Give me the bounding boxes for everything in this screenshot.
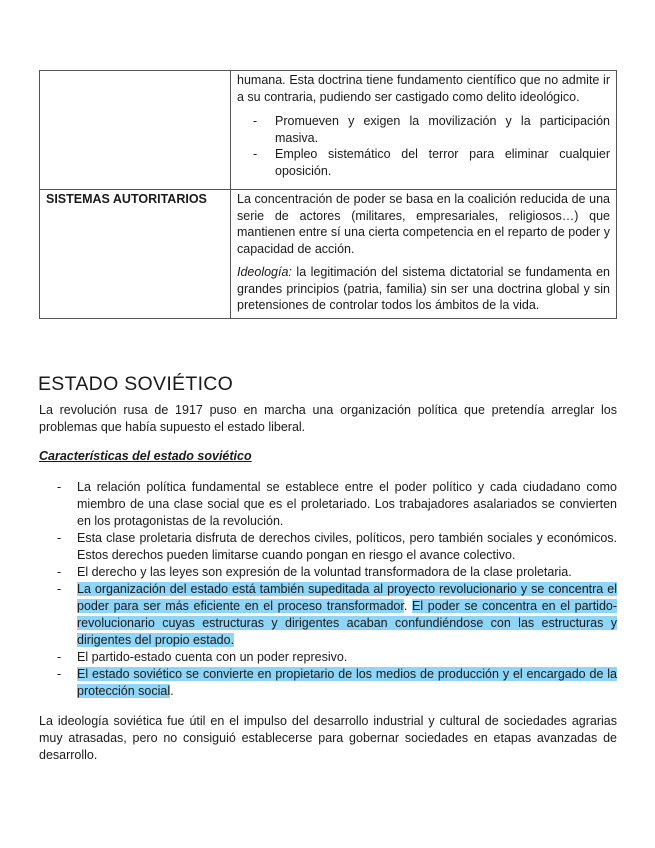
row-description-cell <box>231 190 617 319</box>
highlighted-text: El estado soviético se convierte en propietario de los medios de producción y el encargado de la protección social <box>77 667 617 698</box>
row-description-cell <box>231 71 617 190</box>
list-item: - Promueven y exigen la movilización y la participación masiva. <box>253 113 610 146</box>
row-label-cell <box>40 71 231 190</box>
list-item <box>39 530 617 564</box>
highlighted-text: La organización del estado está también supeditada al proyecto revolucionario y se concentra el poder para ser más eficiente en el proceso transformador <box>77 582 617 613</box>
item-text: Esta clase proletaria disfruta de derechos civiles, políticos, pero también sociales y económicos. Estos derechos pueden limitarse cuando pongan en riesgo el avance colectivo. <box>77 531 617 562</box>
row-label-cell <box>40 190 231 319</box>
ideology-label: Ideología: <box>237 265 292 279</box>
item-text: . <box>403 599 412 613</box>
item-text: El derecho y las leyes son expresión de la voluntad transformadora de la clase proletaria. <box>77 565 572 579</box>
political-systems-table <box>39 70 617 319</box>
table-row <box>40 190 617 319</box>
row-label: SISTEMAS AUTORITARIOS <box>46 192 207 206</box>
item-text: La relación política fundamental se establece entre el poder político y cada ciudadano como miembro de una clase social que es el proletariado. Los trabajadores asalariados se convierten en los protagonistas de la revolución. <box>77 480 617 528</box>
row-text: humana. Esta doctrina tiene fundamento científico que no admite ir a su contraria, pudiendo ser castigado como delito ideológico. <box>237 73 610 104</box>
dash-list <box>237 113 610 179</box>
list-item <box>39 581 617 649</box>
row-text: La concentración de poder se basa en la coalición reducida de una serie de actores (militares, empresariales, religiosos…) que mantienen entre sí una cierta competencia en el reparto de poder y capacidad de acción. <box>237 192 610 256</box>
item-text: . <box>170 684 174 698</box>
characteristics-list <box>39 479 617 700</box>
table-row <box>40 71 617 190</box>
list-item <box>39 649 617 666</box>
ideology-text: la legitimación del sistema dictatorial se fundamenta en grandes principios (patria, familia) sin ser una doctrina global y sin pretensiones de controlar todos los ámbitos de la vida. <box>237 265 610 312</box>
closing-paragraph: La ideología soviética fue útil en el impulso del desarrollo industrial y cultural de sociedades agrarias muy atrasadas, pero no consiguió establecerse para gobernar sociedades en etapas avanzadas de desarrollo. <box>39 714 617 762</box>
subheading: Características del estado soviético <box>39 449 252 463</box>
section-title: ESTADO SOVIÉTICO <box>38 373 234 395</box>
list-item: - Empleo sistemático del terror para eliminar cualquier oposición. <box>253 146 610 179</box>
highlighted-text: El poder se concentra en el partido-revolucionario cuyas estructuras y dirigentes acaban confundiéndose con las estructuras y dirigentes del propio estado. <box>77 599 618 647</box>
item-text: El partido-estado cuenta con un poder represivo. <box>77 650 348 664</box>
list-item <box>39 564 617 581</box>
ideology-paragraph <box>237 264 610 314</box>
intro-paragraph: La revolución rusa de 1917 puso en marcha una organización política que pretendía arreglar los problemas que había supuesto el estado liberal. <box>39 403 617 434</box>
list-item <box>39 666 617 700</box>
list-item <box>39 479 617 530</box>
